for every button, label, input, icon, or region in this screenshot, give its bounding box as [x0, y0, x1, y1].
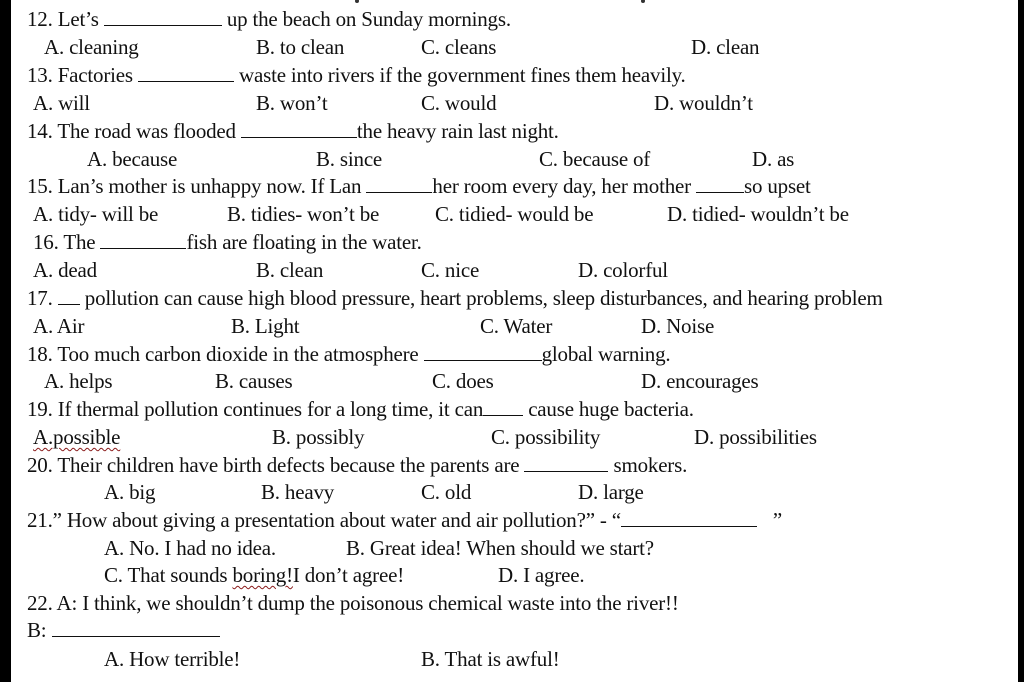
question-18-stem: [27, 341, 670, 367]
q19-blank[interactable]: [483, 397, 523, 416]
q12-option-b[interactable]: B. to clean: [256, 35, 345, 59]
q20-text-a: 20. Their children have birth defects because the parents are: [27, 453, 520, 477]
q13-blank[interactable]: [138, 63, 234, 82]
q15-text-b: her room every day, her mother: [432, 174, 691, 198]
q18-option-d[interactable]: D. encourages: [641, 369, 759, 393]
q15-option-c[interactable]: C. tidied- would be: [435, 202, 594, 226]
q17-text-b: pollution can cause high blood pressure, heart problems, sleep disturbances, and hearing problem: [84, 286, 883, 310]
q14-option-b[interactable]: B. since: [316, 147, 383, 171]
q21-option-b[interactable]: B. Great idea! When should we start?: [346, 536, 654, 560]
q20-option-c[interactable]: C. old: [421, 480, 472, 504]
q14-option-c[interactable]: C. because of: [539, 147, 651, 171]
q13-option-a[interactable]: A. will: [33, 91, 90, 115]
question-19-stem: [27, 396, 694, 422]
q13-option-d[interactable]: D. wouldn’t: [654, 91, 753, 115]
question-21-stem: [27, 507, 782, 533]
q16-option-a[interactable]: A. dead: [33, 258, 97, 282]
q14-option-a[interactable]: A. because: [87, 147, 178, 171]
q16-text-a: 16. The: [33, 230, 96, 254]
q17-option-c[interactable]: C. Water: [480, 314, 553, 338]
q20-option-b[interactable]: B. heavy: [261, 480, 335, 504]
scan-speck: [641, 0, 645, 3]
q21-blank[interactable]: [621, 508, 757, 527]
q20-blank[interactable]: [524, 453, 608, 472]
scan-speck: [355, 0, 359, 3]
q17-blank[interactable]: [58, 286, 80, 305]
q13-text-a: 13. Factories: [27, 63, 133, 87]
q18-option-a[interactable]: A. helps: [44, 369, 113, 393]
q16-blank[interactable]: [100, 230, 186, 249]
q12-option-d[interactable]: D. clean: [691, 35, 760, 59]
q16-option-b[interactable]: B. clean: [256, 258, 324, 282]
q21-option-c-text-c: I don’t agree!: [292, 563, 404, 587]
q14-text-a: 14. The road was flooded: [27, 119, 236, 143]
q19-option-b[interactable]: B. possibly: [272, 425, 365, 449]
q14-option-d[interactable]: D. as: [752, 147, 795, 171]
q12-text-b: up the beach on Sunday mornings.: [226, 7, 511, 31]
q13-text-b: waste into rivers if the government fines them heavily.: [239, 63, 686, 87]
q16-text-b: fish are floating in the water.: [186, 230, 422, 254]
q17-option-a[interactable]: A. Air: [33, 314, 85, 338]
q21-option-c-text-b: boring!: [232, 563, 293, 587]
question-22-stem: 22. A: I think, we shouldn’t dump the poisonous chemical waste into the river!!: [27, 591, 679, 615]
q15-text-c: so upset: [744, 174, 811, 198]
q22-blank[interactable]: [52, 618, 220, 637]
q15-blank-1[interactable]: [366, 174, 432, 193]
q18-text-a: 18. Too much carbon dioxide in the atmosphere: [27, 342, 419, 366]
q12-text-a: 12. Let’s: [27, 7, 99, 31]
q14-text-b: the heavy rain last night.: [356, 119, 559, 143]
question-20-stem: [27, 452, 687, 478]
right-scan-edge: [1018, 0, 1024, 682]
q14-blank[interactable]: [241, 119, 357, 138]
q21-option-c[interactable]: [104, 562, 404, 588]
q15-blank-2[interactable]: [696, 174, 744, 193]
q12-blank[interactable]: [104, 7, 222, 26]
q20-text-b: smokers.: [613, 453, 688, 477]
q15-option-d[interactable]: D. tidied- wouldn’t be: [667, 202, 849, 226]
q17-text-a: 17.: [27, 286, 53, 310]
q15-option-a[interactable]: A. tidy- will be: [33, 202, 159, 226]
q22-option-a[interactable]: A. How terrible!: [104, 647, 241, 671]
q20-option-d[interactable]: D. large: [578, 480, 644, 504]
q21-option-a[interactable]: A. No. I had no idea.: [104, 536, 276, 560]
q19-text-a: 19. If thermal pollution continues for a long time, it can: [27, 397, 484, 421]
question-13-stem: [27, 62, 686, 88]
q22-option-b[interactable]: B. That is awful!: [421, 647, 560, 671]
question-12-stem: [27, 6, 511, 32]
question-14-stem: [27, 118, 559, 144]
q13-option-b[interactable]: B. won’t: [256, 91, 328, 115]
q17-option-d[interactable]: D. Noise: [641, 314, 715, 338]
question-15-stem: [27, 173, 811, 199]
q18-text-b: global warning.: [541, 342, 671, 366]
q16-option-c[interactable]: C. nice: [421, 258, 480, 282]
q12-option-a[interactable]: A. cleaning: [44, 35, 139, 59]
q21-option-d[interactable]: D. I agree.: [498, 563, 585, 587]
q17-option-b[interactable]: B. Light: [231, 314, 300, 338]
question-22-answer-line: [27, 617, 220, 643]
q21-text-a: 21.” How about giving a presentation about water and air pollution?” - “: [27, 508, 621, 532]
q19-option-d[interactable]: D. possibilities: [694, 425, 817, 449]
q13-option-c[interactable]: C. would: [421, 91, 497, 115]
question-17-stem: [27, 285, 883, 311]
q19-option-a[interactable]: A.possible: [33, 425, 121, 449]
q15-text-a: 15. Lan’s mother is unhappy now. If Lan: [27, 174, 362, 198]
q16-option-d[interactable]: D. colorful: [578, 258, 668, 282]
q12-option-c[interactable]: C. cleans: [421, 35, 497, 59]
q19-option-c[interactable]: C. possibility: [491, 425, 601, 449]
q21-option-c-text-a: C. That sounds: [104, 563, 233, 587]
q18-option-c[interactable]: C. does: [432, 369, 494, 393]
question-16-stem: [33, 229, 422, 255]
q18-option-b[interactable]: B. causes: [215, 369, 293, 393]
left-scan-edge: [0, 0, 11, 682]
q15-option-b[interactable]: B. tidies- won’t be: [227, 202, 380, 226]
q22-text-b: B:: [27, 618, 47, 642]
q21-text-b: ”: [772, 508, 782, 532]
q18-blank[interactable]: [424, 342, 542, 361]
q19-text-b: cause huge bacteria.: [528, 397, 694, 421]
q20-option-a[interactable]: A. big: [104, 480, 156, 504]
